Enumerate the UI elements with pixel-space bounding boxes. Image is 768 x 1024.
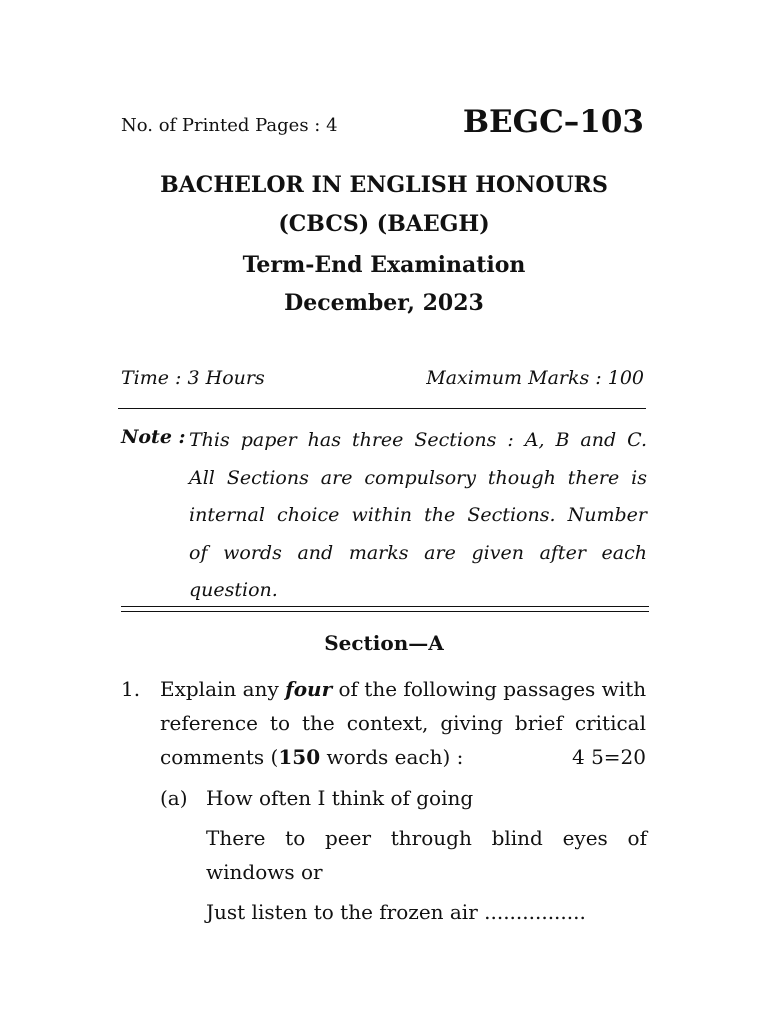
note-line: All Sections are compulsory though there is <box>189 466 647 489</box>
programme-code: (CBCS) (BAEGH) <box>278 211 490 237</box>
passage-line-4: Just listen to the frozen air ................ <box>206 900 586 924</box>
maximum-marks: Maximum Marks : 100 <box>426 367 644 389</box>
question-line-3-pre: comments ( <box>160 745 279 769</box>
course-code: BEGC–103 <box>462 104 644 140</box>
exam-date: December, 2023 <box>284 290 484 316</box>
passage-line-3: windows or <box>206 860 323 884</box>
double-rule-bottom <box>121 611 649 612</box>
question-text <box>160 672 646 774</box>
double-rule-top <box>121 606 649 607</box>
passage-line-1: How often I think of going <box>206 786 474 810</box>
question-line-2: reference to the context, giving brief critical <box>160 711 646 735</box>
question-number: 1. <box>121 677 141 701</box>
word-count: 150 <box>278 745 321 769</box>
exam-time: Time : 3 Hours <box>121 367 265 389</box>
note-line: internal choice within the Sections. Number <box>189 504 647 526</box>
emphasis-four: four <box>285 677 333 701</box>
programme-title: BACHELOR IN ENGLISH HONOURS <box>160 172 608 198</box>
note-line: of words and marks are given after each <box>189 541 647 564</box>
question-line-1 <box>160 672 646 706</box>
printed-pages: No. of Printed Pages : 4 <box>121 115 338 136</box>
question-marks: 4 5=20 <box>571 745 646 769</box>
exam-name: Term-End Examination <box>242 252 526 278</box>
question-line-1-pre: Explain any <box>160 677 286 701</box>
question-line-3-post: words each) : <box>320 745 464 769</box>
note-label: Note : <box>121 426 186 448</box>
note-line: This paper has three Sections : A, B and C. <box>189 429 647 451</box>
question-line-1-post: of the following passages with <box>332 677 647 701</box>
passage-line-2: There to peer through blind eyes of <box>206 826 647 850</box>
section-heading: Section—A <box>324 631 444 655</box>
note-line: question. <box>189 579 278 601</box>
question-line-3-text <box>160 740 463 774</box>
question-line-3 <box>160 740 646 774</box>
subquestion-label: (a) <box>160 786 188 810</box>
divider-line <box>118 408 646 409</box>
note-text <box>189 422 647 610</box>
